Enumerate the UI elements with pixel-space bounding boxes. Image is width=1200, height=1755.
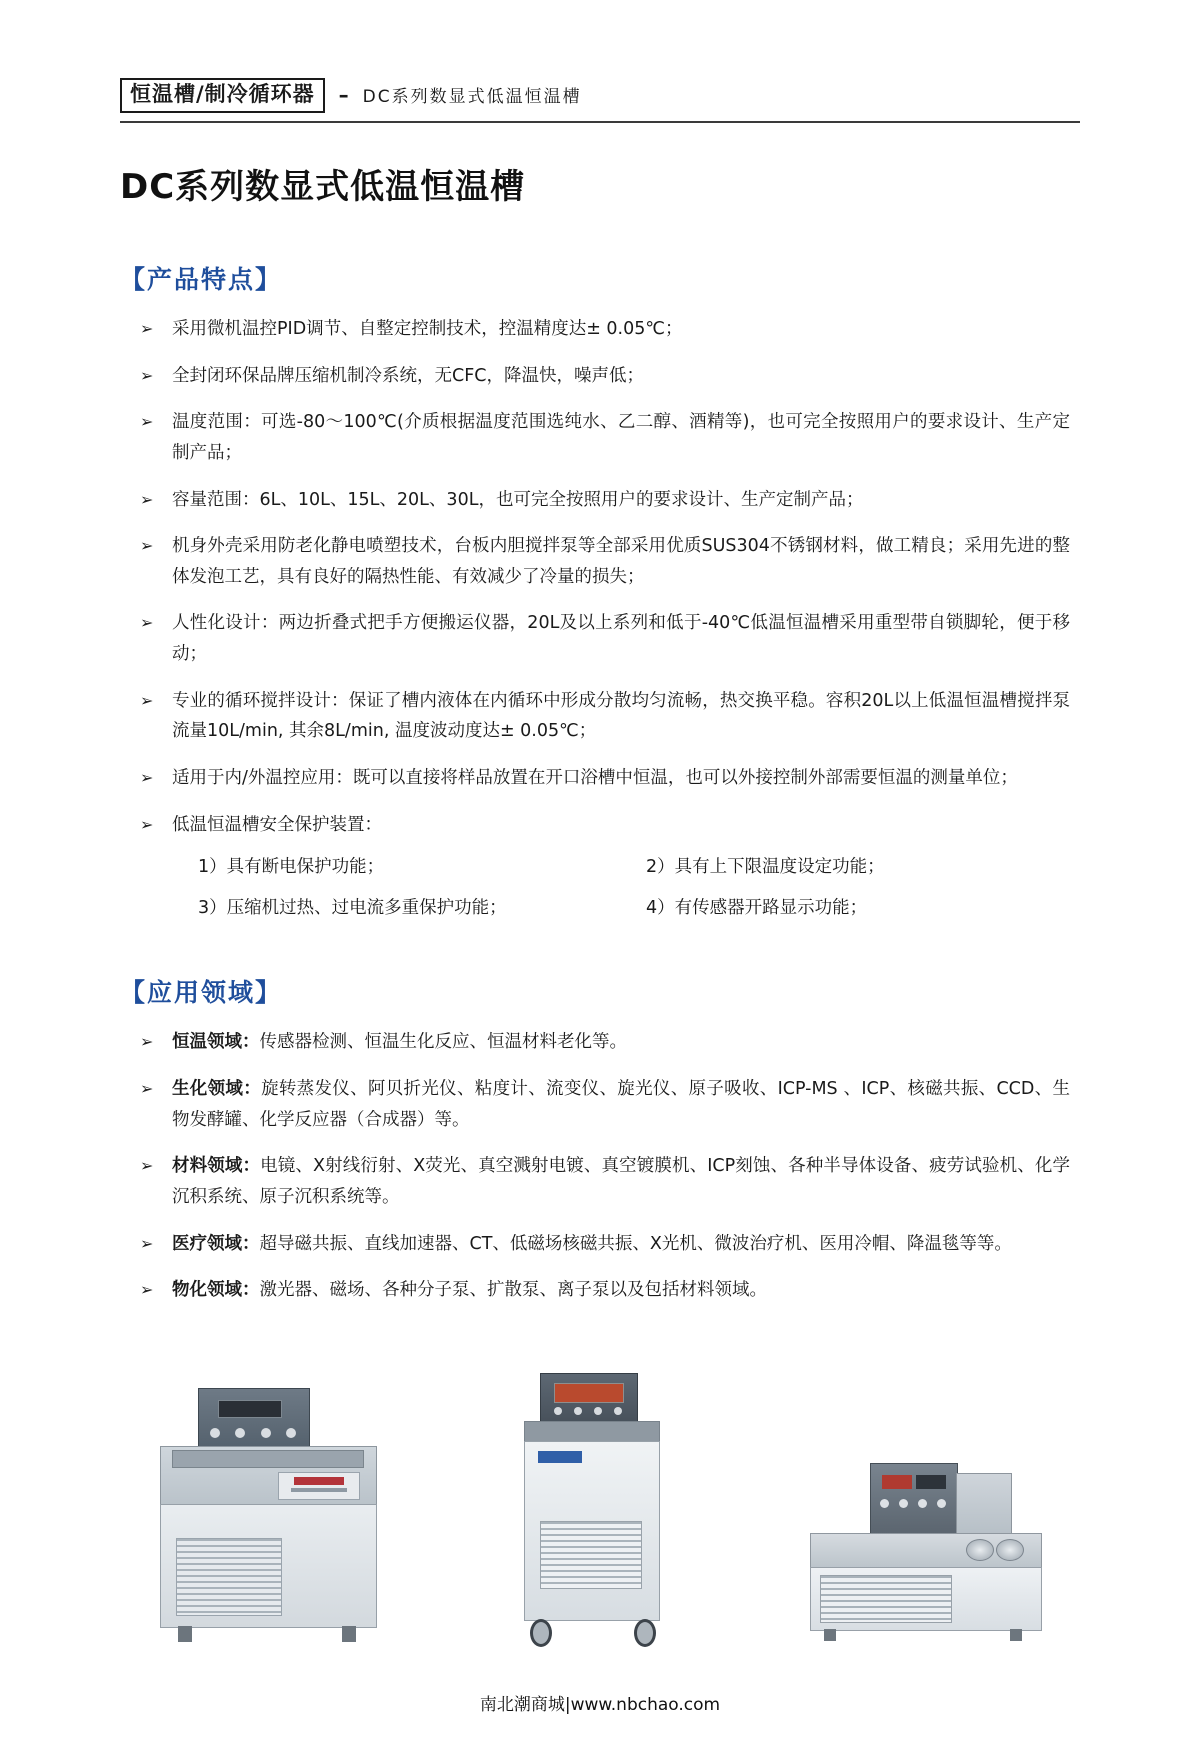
header-category-tag: 恒温槽/制冷循环器	[120, 78, 325, 113]
header-subtitle: DC系列数显式低温恒温槽	[362, 87, 582, 108]
application-label: 医疗领域：	[172, 1233, 260, 1254]
application-text: 超导磁共振、直线加速器、CT、低磁场核磁共振、X光机、微波治疗机、医用冷帽、降温毯等等。	[259, 1233, 1012, 1254]
feature-text: 采用微机温控PID调节、自整定控制技术，控温精度达± 0.05℃；	[172, 319, 683, 340]
bullet-arrow-icon: ➢	[140, 613, 154, 633]
section-heading-applications: 【应用领域】	[120, 978, 283, 1008]
list-item	[138, 361, 1070, 392]
application-label: 恒温领域：	[172, 1032, 260, 1053]
foot	[342, 1626, 356, 1642]
foot	[1010, 1629, 1022, 1641]
safety-item: 3）压缩机过热、过电流多重保护功能；	[198, 897, 507, 918]
foot	[824, 1629, 836, 1641]
list-item	[138, 686, 1070, 747]
bullet-arrow-icon: ➢	[140, 412, 154, 432]
safety-item: 2）具有上下限温度设定功能；	[646, 857, 885, 878]
list-item	[138, 1275, 1070, 1306]
list-item	[138, 608, 1070, 669]
bullet-arrow-icon: ➢	[140, 1032, 154, 1052]
display-screen-lower	[916, 1475, 946, 1489]
safety-sub-list	[172, 852, 1070, 923]
display-screen	[218, 1400, 282, 1418]
product-image-3	[810, 1463, 1040, 1648]
list-item	[138, 763, 1070, 794]
bullet-arrow-icon: ➢	[140, 1156, 154, 1176]
knob-row	[210, 1428, 296, 1438]
side-controller	[278, 1472, 360, 1500]
feature-text: 容量范围：6L、10L、15L、20L、30L，也可完全按照用户的要求设计、生产定制产品；	[172, 489, 864, 510]
safety-item: 4）有传感器开路显示功能；	[646, 897, 868, 918]
list-item	[138, 531, 1070, 592]
display-screen-upper	[882, 1475, 912, 1489]
application-label: 物化领域：	[172, 1280, 260, 1301]
control-panel	[198, 1388, 310, 1452]
caster-wheel	[530, 1619, 552, 1647]
application-label: 生化领域：	[172, 1079, 262, 1100]
application-text: 电镜、X射线衍射、X荧光、真空溅射电镀、真空镀膜机、ICP刻蚀、各种半导体设备、疲劳试验机、化学沉积系统、原子沉积系统等。	[172, 1156, 1070, 1207]
list-item	[138, 485, 1070, 516]
footer-site: 南北潮商城|www.nbchao.com	[479, 1694, 721, 1715]
foot	[178, 1626, 192, 1642]
side-module	[956, 1473, 1012, 1537]
bullet-arrow-icon: ➢	[140, 319, 154, 339]
bath-opening	[996, 1539, 1024, 1561]
page-title: DC系列数显式低温恒温槽	[120, 167, 526, 208]
product-image-2	[518, 1373, 668, 1648]
header-dash: –	[338, 83, 349, 108]
brand-badge	[538, 1451, 582, 1463]
feature-text: 温度范围：可选-80～100℃(介质根据温度范围选纯水、乙二醇、酒精等)，也可完全按照用户的要求设计、生产定制产品；	[172, 412, 1070, 463]
feature-text: 专业的循环搅拌设计：保证了槽内液体在内循环中形成分散均匀流畅，热交换平稳。容积20L以上低温恒温槽搅拌泵流量10L/min, 其余8L/min, 温度波动度达± 0.05℃；	[172, 690, 1070, 742]
bullet-arrow-icon: ➢	[140, 1079, 154, 1099]
list-item	[138, 1074, 1070, 1135]
list-item-safety	[138, 810, 1070, 924]
feature-text: 适用于内/外温控应用：既可以直接将样品放置在开口浴槽中恒温，也可以外接控制外部需要恒温的测量单位；	[172, 767, 1018, 788]
applications-list	[120, 1027, 1080, 1305]
list-item	[138, 407, 1070, 468]
bullet-arrow-icon: ➢	[140, 814, 154, 834]
safety-label: 低温恒温槽安全保护装置：	[172, 814, 382, 835]
list-item	[138, 1229, 1070, 1260]
product-image-1	[160, 1388, 375, 1648]
vent-grille	[176, 1538, 282, 1616]
header-divider	[120, 121, 1080, 123]
bath-lid	[172, 1450, 364, 1468]
bullet-arrow-icon: ➢	[140, 690, 154, 710]
safety-item: 1）具有断电保护功能；	[198, 857, 385, 878]
button-row	[554, 1407, 622, 1415]
page-header	[120, 0, 1080, 113]
application-text: 旋转蒸发仪、阿贝折光仪、粘度计、流变仪、旋光仪、原子吸收、ICP-MS 、ICP、核磁共振、CCD、生物发酵罐、化学反应器（合成器）等。	[172, 1079, 1070, 1130]
display-screen	[554, 1383, 624, 1403]
list-item	[138, 314, 1070, 345]
bath-opening	[966, 1539, 994, 1561]
list-item	[138, 1027, 1070, 1058]
features-list	[120, 314, 1080, 923]
feature-text: 机身外壳采用防老化静电喷塑技术，台板内胆搅拌泵等全部采用优质SUS304不锈钢材料，做工精良；采用先进的整体发泡工艺，具有良好的隔热性能、有效减少了冷量的损失；	[172, 536, 1070, 587]
section-heading-features: 【产品特点】	[120, 265, 283, 295]
bullet-arrow-icon: ➢	[140, 767, 154, 787]
application-text: 传感器检测、恒温生化反应、恒温材料老化等。	[259, 1032, 627, 1053]
feature-text: 人性化设计：两边折叠式把手方便搬运仪器，20L及以上系列和低于-40℃低温恒温槽采用重型带自锁脚轮，便于移动；	[172, 613, 1070, 665]
bullet-arrow-icon: ➢	[140, 1233, 154, 1253]
product-image-row	[120, 1348, 1080, 1648]
application-text: 激光器、磁场、各种分子泵、扩散泵、离子泵以及包括材料领域。	[259, 1280, 767, 1301]
list-item	[138, 1151, 1070, 1212]
bullet-arrow-icon: ➢	[140, 1280, 154, 1300]
caster-wheel	[634, 1619, 656, 1647]
bullet-arrow-icon: ➢	[140, 536, 154, 556]
feature-text: 全封闭环保品牌压缩机制冷系统，无CFC，降温快，噪声低；	[172, 365, 645, 386]
vent-grille	[540, 1521, 642, 1589]
bullet-arrow-icon: ➢	[140, 365, 154, 385]
application-label: 材料领域：	[172, 1156, 261, 1177]
bullet-arrow-icon: ➢	[140, 489, 154, 509]
knob-row	[880, 1499, 946, 1508]
